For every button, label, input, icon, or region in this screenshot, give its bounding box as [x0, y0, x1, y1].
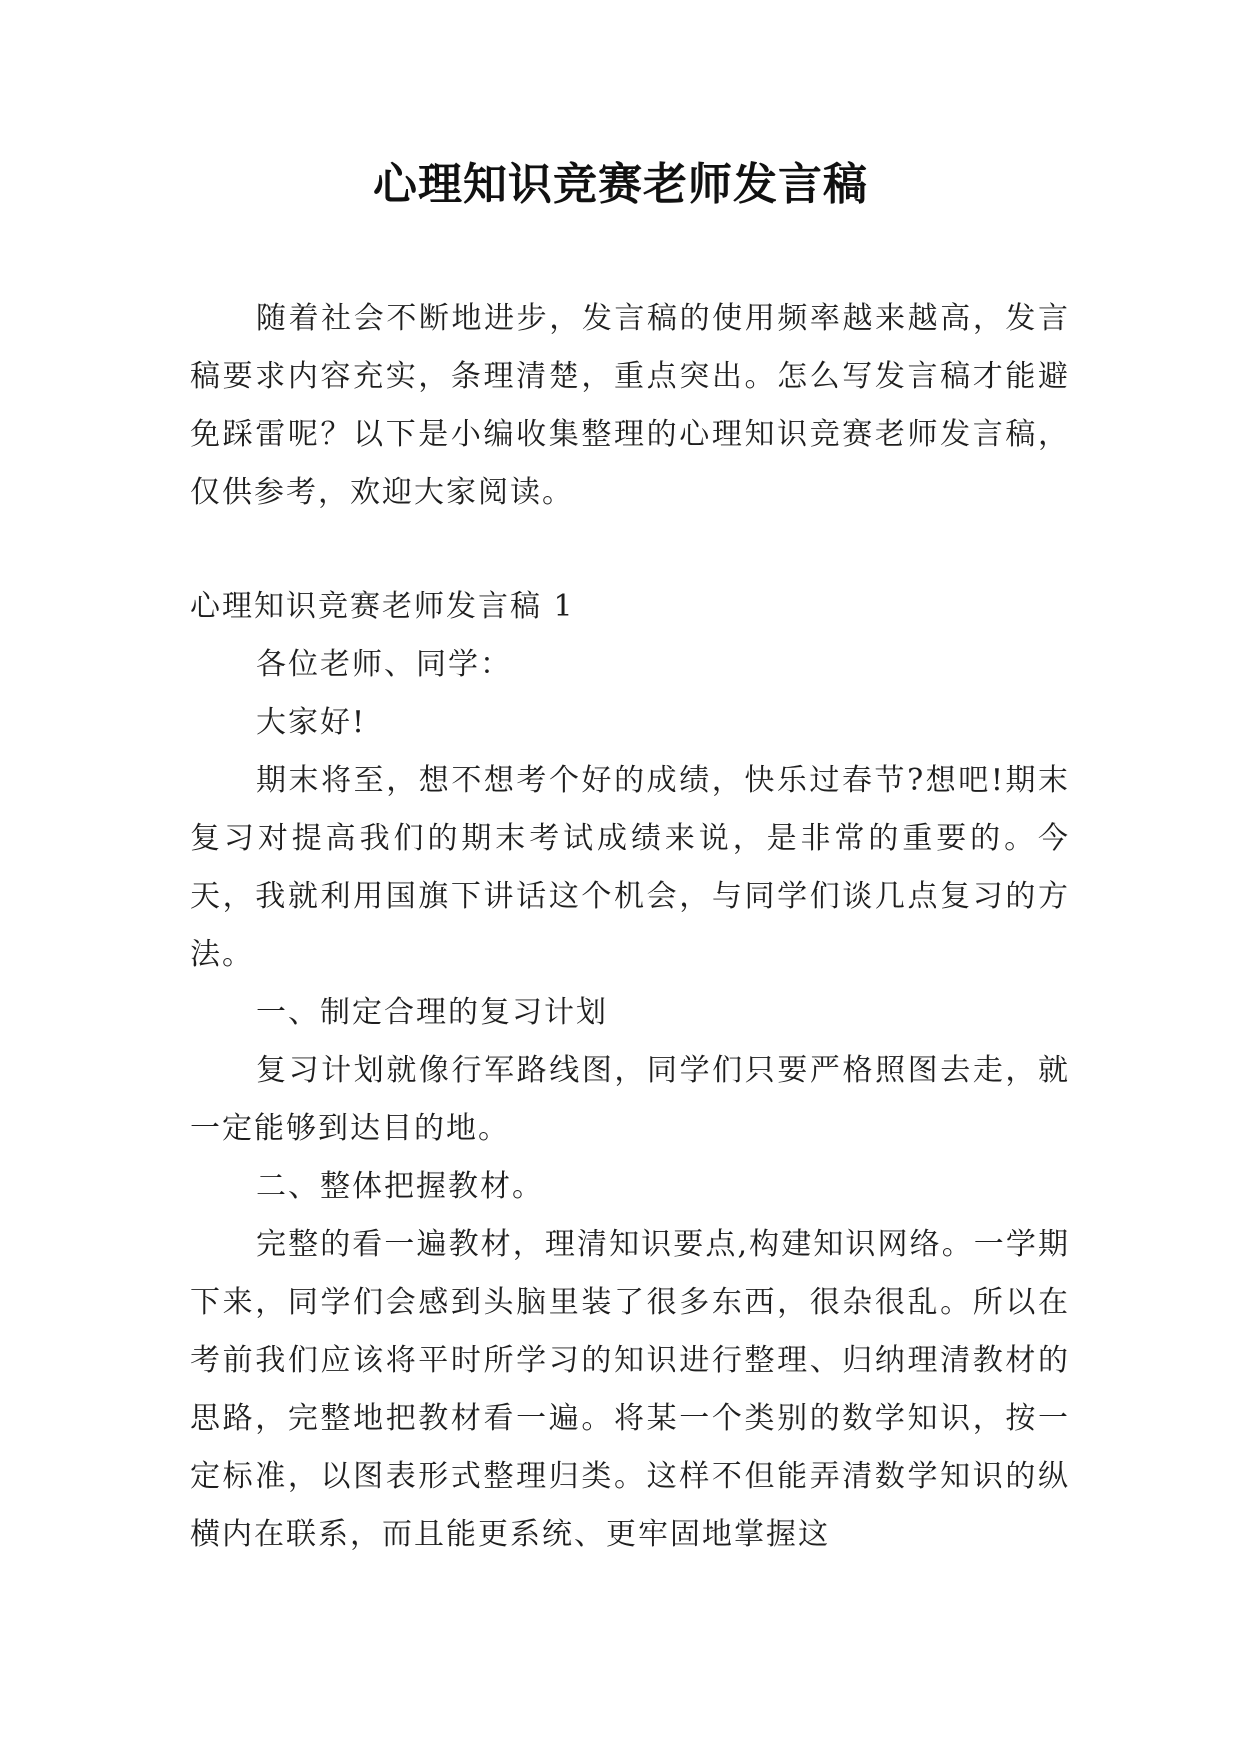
- document-body: [190, 290, 1070, 1564]
- body-paragraph: 复习计划就像行军路线图，同学们只要严格照图去走，就一定能够到达目的地。: [190, 1053, 1070, 1146]
- heading-paragraph: 二、整体把握教材。: [256, 1169, 544, 1204]
- salutation-paragraph: 各位老师、同学：: [256, 647, 512, 682]
- section-gap: [190, 522, 1070, 578]
- body-paragraph: 完整的看一遍教材，理清知识要点,构建知识网络。一学期下来，同学们会感到头脑里装了很多东西，很杂很乱。所以在考前我们应该将平时所学习的知识进行整理、归纳理清教材的思路，完整地把教材看一遍。将某一个类别的数学知识，按一定标准，以图表形式整理归类。这样不但能弄清数学知识的纵横内在联系，而且能更系统、更牢固地掌握这: [190, 1227, 1070, 1552]
- greeting-paragraph: 大家好!: [256, 705, 367, 740]
- section-title: 心理知识竞赛老师发言稿 1: [190, 589, 575, 624]
- heading-paragraph: 一、制定合理的复习计划: [256, 995, 608, 1030]
- intro-paragraph: 随着社会不断地进步，发言稿的使用频率越来越高，发言稿要求内容充实，条理清楚，重点突出。怎么写发言稿才能避免踩雷呢？以下是小编收集整理的心理知识竞赛老师发言稿，仅供参考，欢迎大家阅读。: [190, 301, 1070, 510]
- body-paragraph: 期末将至，想不想考个好的成绩，快乐过春节?想吧!期末复习对提高我们的期末考试成绩来说，是非常的重要的。今天，我就利用国旗下讲话这个机会，与同学们谈几点复习的方法。: [190, 763, 1070, 972]
- document-title: 心理知识竞赛老师发言稿: [373, 159, 868, 210]
